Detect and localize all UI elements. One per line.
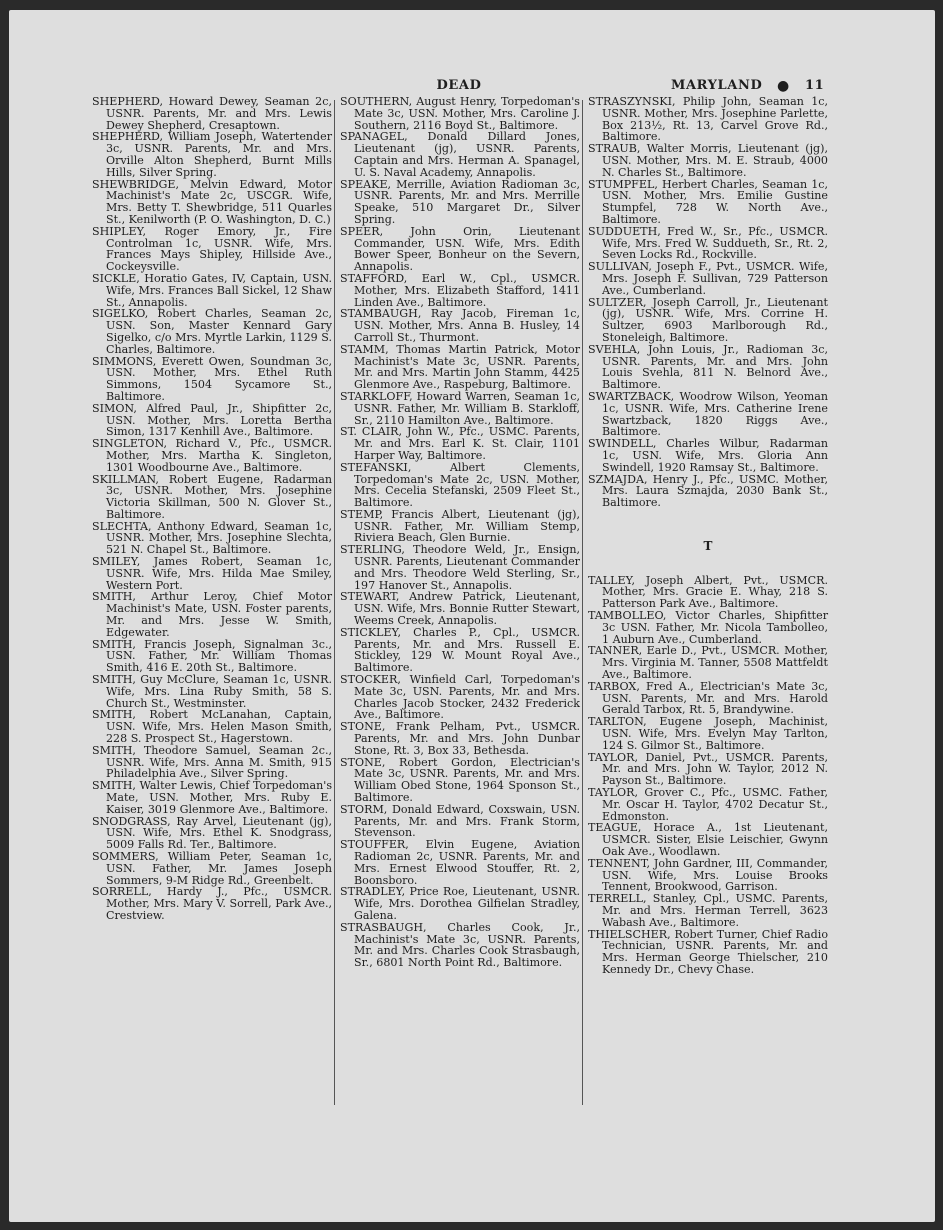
casualty-entry: SOMMERS, William Peter, Seaman 1c, USN. Father, Mr. James Joseph Sommers, 9-M Ridge Rd., Greenbelt. (92, 850, 332, 887)
column-divider (334, 100, 335, 1105)
section-letter-t: T (703, 538, 713, 553)
casualty-entry: SMITH, Francis Joseph, Signalman 3c., USN. Father, Mr. William Thomas Smith, 416 E. 20th St., Baltimore. (92, 637, 332, 675)
casualty-entry: STARKLOFF, Howard Warren, Seaman 1c, USNR. Father, Mr. William B. Starkloff, Sr., 2110 Hamilton Ave., Baltimore. (340, 389, 580, 427)
column-3-s-entries (588, 96, 828, 509)
casualty-entry: SWARTZBACK, Woodrow Wilson, Yeoman 1c, USNR. Wife, Mrs. Catherine Irene Swartzback, 1820 Riggs Ave., Baltimore. (588, 389, 828, 439)
column-3-t-entries (588, 575, 828, 976)
casualty-entry: STAMBAUGH, Ray Jacob, Fireman 1c, USN. Mother, Mrs. Anna B. Husley, 14 Carroll St., Thurmont. (340, 307, 580, 344)
column-3 (588, 96, 828, 976)
casualty-entry: SHEPHERD, Howard Dewey, Seaman 2c, USNR. Parents, Mr. and Mrs. Lewis Dewey Shepherd, Cresaptown. (92, 95, 332, 132)
casualty-entry: SKILLMAN, Robert Eugene, Radarman 3c, USNR. Mother, Mrs. Josephine Victoria Skillman, 500 N. Glover St., Baltimore. (92, 472, 332, 521)
casualty-entry: STRADLEY, Price Roe, Lieutenant, USNR. Wife, Mrs. Dorothea Gilfielan Stradley, Galena. (340, 885, 580, 922)
casualty-entry: STONE, Robert Gordon, Electrician's Mate 3c, USNR. Parents, Mr. and Mrs. William Obed Stone, 1964 Sponson St., Baltimore. (340, 755, 580, 805)
casualty-entry: SPANAGEL, Donald Dillard Jones, Lieutenant (jg), USNR. Parents, Captain and Mrs. Herman A. Spanagel, U. S. Naval Academy, Annapolis. (340, 130, 580, 179)
casualty-entry: STONE, Frank Pelham, Pvt., USMCR. Parents, Mr. and Mrs. John Dunbar Stone, Rt. 3, Box 33, Bethesda. (340, 720, 580, 757)
casualty-entry: TERRELL, Stanley, Cpl., USMC. Parents, Mr. and Mrs. Herman Terrell, 3623 Wabash Ave., Baltimore. (588, 892, 828, 929)
casualty-entry: SIGELKO, Robert Charles, Seaman 2c, USN. Son, Master Kennard Gary Sigelko, c/o Mrs. Myrtle Larkin, 1129 S. Charles, Baltimore. (92, 307, 332, 356)
casualty-entry: STORM, Donald Edward, Coxswain, USN. Parents, Mr. and Mrs. Frank Storm, Stevenson. (340, 802, 580, 840)
casualty-entry: STAMM, Thomas Martin Patrick, Motor Machinist's Mate 3c, USNR. Parents, Mr. and Mrs. Martin John Stamm, 4425 Glenmore Ave., Raspeburg, Baltimore. (340, 342, 580, 392)
casualty-entry: SULLIVAN, Joseph F., Pvt., USMCR. Wife, Mrs. Joseph F. Sullivan, 729 Patterson Ave., Cumberland. (588, 260, 828, 297)
casualty-entry: SHEPHERD, William Joseph, Watertender 3c, USNR. Parents, Mr. and Mrs. Orville Alton Shepherd, Burnt Mills Hills, Silver Spring. (92, 130, 332, 179)
casualty-entry: SIMON, Alfred Paul, Jr., Shipfitter 2c, USN. Mother, Mrs. Loretta Bertha Simon, 1317 Kenhill Ave., Baltimore. (92, 401, 332, 439)
casualty-entry: STRAUB, Walter Morris, Lieutenant (jg), USN. Mother, Mrs. M. E. Straub, 4000 N. Charles St., Baltimore. (588, 142, 828, 179)
casualty-entry: SZMAJDA, Henry J., Pfc., USMC. Mother, Mrs. Laura Szmajda, 2030 Bank St., Baltimore. (588, 472, 828, 510)
casualty-entry: STRASZYNSKI, Philip John, Seaman 1c, USNR. Mother, Mrs. Josephine Parlette, Box 213½, Rt. 13, Carvel Grove Rd., Baltimore. (588, 95, 828, 144)
bullet-separator: ● (777, 78, 790, 94)
casualty-entry: STAFFORD, Earl W., Cpl., USMCR. Mother, Mrs. Elizabeth Stafford, 1411 Linden Ave., Baltimore. (340, 271, 580, 309)
casualty-entry: SHEWBRIDGE, Melvin Edward, Motor Machinist's Mate 2c, USCGR. Wife, Mrs. Betty T. Shewbridge, 511 Quarles St., Kenilworth (P. O. Washington, D. C.) (92, 177, 332, 226)
casualty-entry: TENNENT, John Gardner, III, Commander, USN. Wife, Mrs. Louise Brooks Tennent, Brookwood, Garrison. (588, 856, 828, 894)
casualty-entry: SNODGRASS, Ray Arvel, Lieutenant (jg), USN. Wife, Mrs. Ethel K. Snodgrass, 5009 Falls Rd. Ter., Baltimore. (92, 814, 332, 852)
casualty-entry: STUMPFEL, Herbert Charles, Seaman 1c, USN. Mother, Mrs. Emilie Gustine Stumpfel, 728 W. North Ave., Baltimore. (588, 177, 828, 226)
casualty-entry: SWINDELL, Charles Wilbur, Radarman 1c, USN. Wife, Mrs. Gloria Ann Swindell, 1920 Ramsay St., Baltimore. (588, 437, 828, 474)
casualty-entry: TAYLOR, Daniel, Pvt., USMCR. Parents, Mr. and Mrs. John W. Taylor, 2012 N. Payson St., Baltimore. (588, 750, 828, 788)
casualty-entry: STOCKER, Winfield Carl, Torpedoman's Mate 3c, USN. Parents, Mr. and Mrs. Charles Jacob Stocker, 2432 Frederick Ave., Baltimore. (340, 673, 580, 722)
casualty-entry: STEFANSKI, Albert Clements, Torpedoman's Mate 2c, USN. Mother, Mrs. Cecelia Stefanski, 2509 Fleet St., Baltimore. (340, 460, 580, 510)
casualty-entry: ST. CLAIR, John W., Pfc., USMC. Parents, Mr. and Mrs. Earl K. St. Clair, 1101 Harper Way, Baltimore. (340, 425, 580, 462)
casualty-entry: THIELSCHER, Robert Turner, Chief Radio Technician, USNR. Parents, Mr. and Mrs. Herman George Thielscher, 210 Kennedy Dr., Chevy Chase. (588, 927, 828, 976)
page-number: 11 (805, 78, 825, 93)
casualty-entry: TARLTON, Eugene Joseph, Machinist, USN. Wife, Mrs. Evelyn May Tarlton, 124 S. Gilmor St., Baltimore. (588, 715, 828, 752)
casualty-entry: SMILEY, James Robert, Seaman 1c, USNR. Wife, Mrs. Hilda Mae Smiley, Western Port. (92, 555, 332, 592)
casualty-entry: SINGLETON, Richard V., Pfc., USMCR. Mother, Mrs. Martha K. Singleton, 1301 Woodbourne Ave., Baltimore. (92, 437, 332, 474)
casualty-entry: TARBOX, Fred A., Electrician's Mate 3c, USN. Parents, Mr. and Mrs. Harold Gerald Tarbox, Rt. 5, Brandywine. (588, 679, 828, 717)
casualty-entry: TAYLOR, Grover C., Pfc., USMC. Father, Mr. Oscar H. Taylor, 4702 Decatur St., Edmonston. (588, 786, 828, 823)
casualty-entry: SPEER, John Orin, Lieutenant Commander, USN. Wife, Mrs. Edith Bower Speer, Bonheur on the Severn, Annapolis. (340, 224, 580, 274)
casualty-entry: STRASBAUGH, Charles Cook, Jr., Machinist's Mate 3c, USNR. Parents, Mr. and Mrs. Charles Cook Strasbaugh, Sr., 6801 North Point Rd., Baltimore. (340, 920, 580, 970)
casualty-entry: TALLEY, Joseph Albert, Pvt., USMCR. Mother, Mrs. Gracie E. Whay, 218 S. Patterson Park Ave., Baltimore. (588, 573, 828, 611)
casualty-entry: SPEAKE, Merrille, Aviation Radioman 3c, USNR. Parents, Mr. and Mrs. Merrille Speake, 510 Margaret Dr., Silver Spring. (340, 177, 580, 226)
casualty-entry: SORRELL, Hardy J., Pfc., USMCR. Mother, Mrs. Mary V. Sorrell, Park Ave., Crestview. (92, 885, 332, 922)
casualty-entry: STERLING, Theodore Weld, Jr., Ensign, USNR. Parents, Lieutenant Commander and Mrs. Theodore Weld Sterling, Sr., 197 Hanover St., Annapolis. (340, 543, 580, 592)
page-title: DEAD (436, 78, 482, 93)
casualty-entry: STICKLEY, Charles P., Cpl., USMCR. Parents, Mr. and Mrs. Russell E. Stickley, 129 W. Mount Royal Ave., Baltimore. (340, 625, 580, 675)
casualty-entry: SMITH, Arthur Leroy, Chief Motor Machinist's Mate, USN. Foster parents, Mr. and Mrs. Jesse W. Smith, Edgewater. (92, 590, 332, 639)
casualty-entry: SHIPLEY, Roger Emory, Jr., Fire Controlman 1c, USNR. Wife, Mrs. Frances Mays Shipley, Hillside Ave., Cockeysville. (92, 224, 332, 274)
casualty-entry: STOUFFER, Elvin Eugene, Aviation Radioman 2c, USNR. Parents, Mr. and Mrs. Ernest Elwood Stouffer, Rt. 2, Boonsboro. (340, 838, 580, 887)
casualty-entry: SLECHTA, Anthony Edward, Seaman 1c, USNR. Mother, Mrs. Josephine Slechta, 521 N. Chapel St., Baltimore. (92, 519, 332, 557)
casualty-entry: SULTZER, Joseph Carroll, Jr., Lieutenant (jg), USNR. Wife, Mrs. Corrine H. Sultzer, 6903 Marlborough Rd., Stoneleigh, Baltimore. (588, 295, 828, 344)
casualty-entry: TANNER, Earle D., Pvt., USMCR. Mother, Mrs. Virginia M. Tanner, 5508 Mattfeldt Ave., Baltimore. (588, 644, 828, 682)
document-page (9, 10, 935, 1222)
state-heading: MARYLAND (671, 78, 763, 93)
casualty-entry: SICKLE, Horatio Gates, IV, Captain, USN. Wife, Mrs. Frances Ball Sickel, 12 Shaw St., Annapolis. (92, 271, 332, 309)
casualty-entry: SMITH, Walter Lewis, Chief Torpedoman's Mate, USN. Mother, Mrs. Ruby E. Kaiser, 3019 Glenmore Ave., Baltimore. (92, 779, 333, 816)
casualty-entry: SMITH, Guy McClure, Seaman 1c, USNR. Wife, Mrs. Lina Ruby Smith, 58 S. Church St., Westminster. (92, 673, 332, 710)
casualty-entry: SOUTHERN, August Henry, Torpedoman's Mate 3c, USN. Mother, Mrs. Caroline J. Southern, 2116 Boyd St., Baltimore. (340, 95, 580, 132)
casualty-entry: SMITH, Theodore Samuel, Seaman 2c., USNR. Wife, Mrs. Anna M. Smith, 915 Philadelphia Ave., Silver Spring. (92, 743, 332, 781)
casualty-entry: SIMMONS, Everett Owen, Soundman 3c, USN. Mother, Mrs. Ethel Ruth Simmons, 1504 Sycamore St., Baltimore. (92, 354, 332, 403)
casualty-entry: SVEHLA, John Louis, Jr., Radioman 3c, USNR. Parents, Mr. and Mrs. John Louis Svehla, 811 N. Belnord Ave., Baltimore. (588, 342, 828, 392)
casualty-entry: STEMP, Francis Albert, Lieutenant (jg), USNR. Father, Mr. William Stemp, Riviera Beach, Glen Burnie. (340, 507, 580, 545)
casualty-entry: TEAGUE, Horace A., 1st Lieutenant, USMCR. Sister, Elsie Leischier, Gwynn Oak Ave., Woodlawn. (588, 821, 828, 859)
column-divider (582, 100, 583, 1105)
casualty-entry: TAMBOLLEO, Victor Charles, Shipfitter 3c USN. Father, Mr. Nicola Tambolleo, 1 Auburn Ave., Cumberland. (588, 609, 828, 646)
casualty-entry: SMITH, Robert McLanahan, Captain, USN. Wife, Mrs. Helen Mason Smith, 228 S. Prospect St., Hagerstown. (92, 708, 332, 746)
column-2 (340, 96, 580, 969)
column-1 (92, 96, 332, 922)
casualty-entry: SUDDUETH, Fred W., Sr., Pfc., USMCR. Wife, Mrs. Fred W. Suddueth, Sr., Rt. 2, Seven Locks Rd., Rockville. (588, 224, 828, 262)
casualty-entry: STEWART, Andrew Patrick, Lieutenant, USN. Wife, Mrs. Bonnie Rutter Stewart, Weems Creek, Annapolis. (340, 590, 580, 628)
